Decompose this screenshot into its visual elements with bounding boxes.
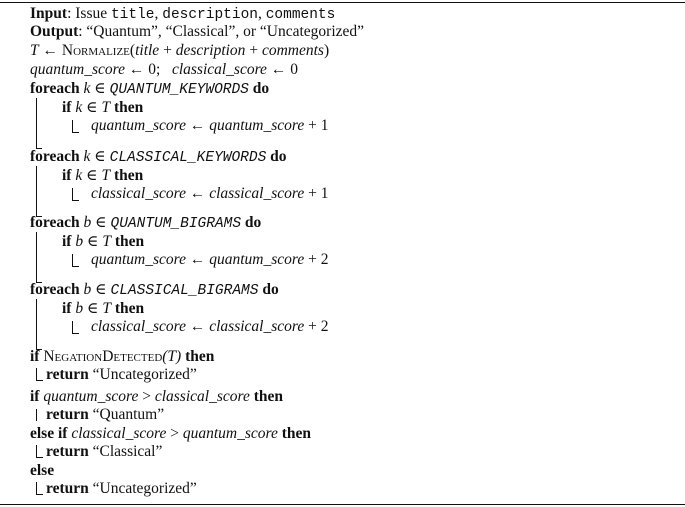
- if-line-1: if k ∈ T then: [62, 99, 144, 116]
- assign-line-3: quantum_score ← quantum_score + 2: [91, 251, 329, 268]
- normalize-line: T ← Normalize(title + description + comments): [30, 42, 330, 59]
- if-corner-1: [72, 120, 79, 133]
- elseif-line: else if classical_score > quantum_score then: [30, 425, 311, 442]
- compare-if-line: if quantum_score > classical_score then: [30, 388, 284, 405]
- foreach-bar-4: [36, 299, 37, 349]
- foreach-line-1: foreach k ∈ QUANTUM_KEYWORDS do: [30, 80, 270, 98]
- foreach-bar-1: [36, 98, 37, 148]
- if-corner-4: [72, 321, 79, 334]
- compare-bar: [36, 409, 37, 421]
- init-line: quantum_score ← 0; classical_score ← 0: [30, 61, 298, 78]
- foreach-bar-2: [36, 166, 37, 216]
- foreach-line-4: foreach b ∈ CLASSICAL_BIGRAMS do: [30, 281, 279, 299]
- foreach-line-2: foreach k ∈ CLASSICAL_KEYWORDS do: [30, 148, 287, 166]
- assign-line-2: classical_score ← classical_score + 1: [91, 185, 329, 202]
- negation-corner: [36, 368, 43, 381]
- return-uncat-line-1: return “Uncategorized”: [46, 366, 197, 383]
- assign-line-1: quantum_score ← quantum_score + 1: [91, 117, 329, 134]
- else-line: else: [30, 462, 55, 479]
- if-line-2: if k ∈ T then: [62, 167, 144, 184]
- return-quantum-line: return “Quantum”: [46, 406, 165, 423]
- return-classical-line: return “Classical”: [46, 443, 163, 460]
- bottom-rule: [0, 504, 685, 505]
- negation-if-line: if NegationDetected(T) then: [30, 348, 215, 365]
- if-corner-2: [72, 188, 79, 201]
- foreach-bar-3: [36, 232, 37, 282]
- input-line: Input: Issue title, description, comments: [30, 5, 336, 23]
- elseif-corner: [36, 445, 43, 458]
- else-corner: [36, 482, 43, 495]
- output-line: Output: “Quantum”, “Classical”, or “Uncategorized”: [30, 23, 365, 40]
- return-uncat-line-2: return “Uncategorized”: [46, 480, 197, 497]
- if-corner-3: [72, 254, 79, 267]
- if-line-4: if b ∈ T then: [62, 300, 145, 317]
- if-line-3: if b ∈ T then: [62, 233, 145, 250]
- top-rule: [0, 2, 685, 3]
- assign-line-4: classical_score ← classical_score + 2: [91, 318, 329, 335]
- foreach-line-3: foreach b ∈ QUANTUM_BIGRAMS do: [30, 214, 262, 232]
